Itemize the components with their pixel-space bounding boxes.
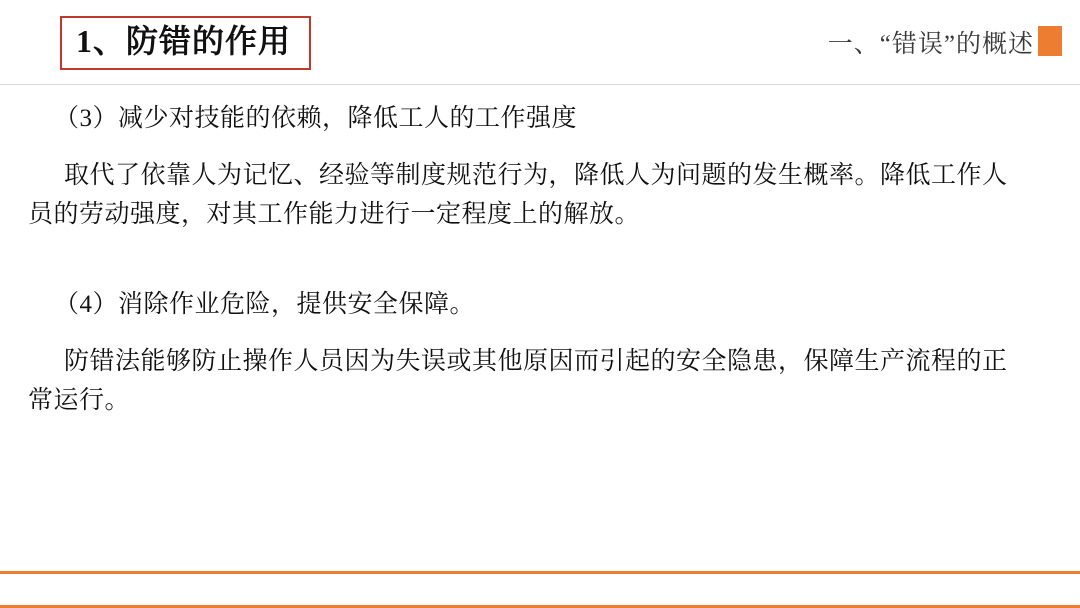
footer-band xyxy=(0,574,1080,605)
slide-content xyxy=(0,92,1080,421)
bullet-heading-4: （4）消除作业危险，提供安全保障。 xyxy=(54,291,476,319)
bullet-body-4: 防错法能够防止操作人员因为失误或其他原因而引起的安全隐患，保障生产流程的正常运行。 xyxy=(28,348,1008,414)
content-spacer xyxy=(28,234,1052,278)
header-divider xyxy=(0,84,1080,85)
bullet-heading-3: （3）减少对技能的依赖，降低工人的工作强度 xyxy=(54,105,578,132)
page-title: 1、防错的作用 xyxy=(76,23,292,59)
slide-header xyxy=(0,0,1080,84)
section-label: 一、“错误”的概述 xyxy=(827,31,1034,58)
bullet-body-3: 取代了依靠人为记忆、经验等制度规范行为，降低人为问题的发生概率。降低工作人员的劳动强度，对其工作能力进行一定程度上的解放。 xyxy=(28,161,1008,228)
slide-title-box xyxy=(60,16,311,70)
section-accent-bar xyxy=(1038,26,1062,56)
